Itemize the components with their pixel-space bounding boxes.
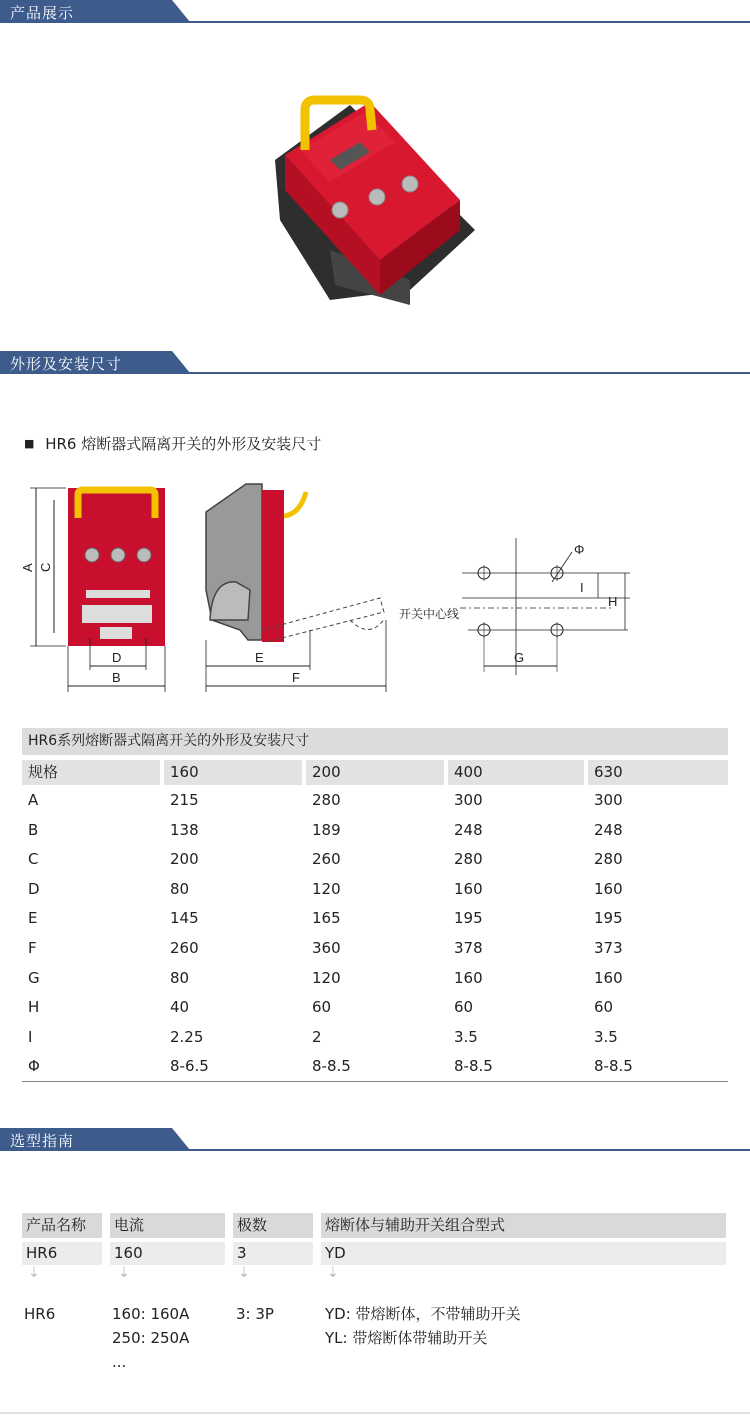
dim-header-cell: 160 xyxy=(164,760,302,785)
dim-table-row xyxy=(22,845,728,874)
dim-cell: 215 xyxy=(170,791,199,809)
dim-cell: 165 xyxy=(312,909,341,928)
dim-cell: 260 xyxy=(170,939,199,957)
dim-cell: 248 xyxy=(454,820,483,839)
dim-table-row xyxy=(22,993,728,1022)
bullet-icon: ■ xyxy=(24,437,35,450)
selection-value-name: HR6 xyxy=(22,1242,102,1265)
dim-header-cell: 200 xyxy=(306,760,444,785)
dim-cell: 160 xyxy=(594,968,623,987)
selection-detail-poles xyxy=(236,1302,274,1326)
dim-cell: 300 xyxy=(454,791,483,809)
dim-cell: 160 xyxy=(594,879,623,898)
section-title: 外形及安装尺寸 xyxy=(10,355,123,373)
dim-cell: 2 xyxy=(312,1027,322,1046)
dim-cell: 280 xyxy=(594,850,623,869)
dim-label-D: D xyxy=(112,650,122,665)
dim-cell: 189 xyxy=(312,820,341,839)
dim-cell: 248 xyxy=(594,820,623,839)
selection-value-poles: 3 xyxy=(233,1242,313,1265)
intro-line xyxy=(24,433,321,454)
dim-header-cell: 630 xyxy=(588,760,728,785)
dim-cell: 195 xyxy=(594,909,623,928)
dim-header-cell: 400 xyxy=(448,760,584,785)
dim-cell: 40 xyxy=(170,998,190,1017)
dim-row-label: H xyxy=(28,998,40,1017)
down-arrow-icon: ⇣ xyxy=(238,1265,250,1281)
selection-detail-name xyxy=(24,1302,55,1326)
dim-cell: 145 xyxy=(170,909,199,928)
down-arrow-icon: ⇣ xyxy=(28,1265,40,1281)
dim-cell: 373 xyxy=(594,939,623,957)
dim-table-row xyxy=(22,1023,728,1052)
dim-cell: 160 xyxy=(454,879,483,898)
dim-table-row xyxy=(22,904,728,933)
dim-row-label: E xyxy=(28,909,38,928)
dim-cell: 8-8.5 xyxy=(594,1057,633,1076)
section-title: 选型指南 xyxy=(10,1132,75,1150)
dim-row-label: D xyxy=(28,879,40,898)
dim-label-F: F xyxy=(292,670,300,685)
dim-table-row xyxy=(22,964,728,993)
dim-table-bottom-rule xyxy=(22,1081,728,1082)
dim-table-row xyxy=(22,875,728,904)
dim-cell: 60 xyxy=(454,998,474,1017)
selection-value-combo: YD xyxy=(321,1242,726,1265)
detail-line: YL: 带熔断体带辅助开关 xyxy=(325,1329,488,1347)
dim-row-label: I xyxy=(28,1027,33,1046)
dim-cell: 8-8.5 xyxy=(312,1057,351,1076)
dim-cell: 8-6.5 xyxy=(170,1057,209,1076)
dim-label-C: C xyxy=(38,562,53,572)
dim-label-B: B xyxy=(112,670,121,685)
dim-label-G: G xyxy=(514,650,525,665)
dim-cell: 60 xyxy=(312,998,332,1017)
detail-line: ... xyxy=(112,1353,127,1371)
dim-cell: 120 xyxy=(312,879,341,898)
dim-cell: 280 xyxy=(454,850,483,869)
dim-label-Phi: Φ xyxy=(574,542,585,557)
detail-line: 160: 160A xyxy=(112,1305,190,1323)
dim-header-cell: 规格 xyxy=(22,760,160,785)
dim-row-label: C xyxy=(28,850,39,869)
dim-cell: 3.5 xyxy=(594,1027,618,1046)
dim-cell: 200 xyxy=(170,850,199,869)
switch-center-line-label: 开关中心线 xyxy=(399,607,460,621)
section-title: 产品展示 xyxy=(10,4,75,22)
dim-row-label: B xyxy=(28,820,39,839)
dim-table-row xyxy=(22,934,728,963)
dim-label-H: H xyxy=(608,594,618,609)
dim-cell: 300 xyxy=(594,791,623,809)
dim-cell: 60 xyxy=(594,998,614,1017)
dim-cell: 2.25 xyxy=(170,1027,204,1046)
section-header-dimensions xyxy=(0,351,750,375)
section-header-product-display xyxy=(0,0,750,24)
selection-header-combo: 熔断体与辅助开关组合型式 xyxy=(321,1213,726,1238)
dim-cell: 280 xyxy=(312,791,341,809)
dim-cell: 160 xyxy=(454,968,483,987)
down-arrow-icon: ⇣ xyxy=(327,1265,339,1281)
detail-line: YD: 带熔断体，不带辅助开关 xyxy=(325,1305,521,1323)
dim-label-I: I xyxy=(580,580,584,595)
dim-cell: 378 xyxy=(454,939,483,957)
dim-cell: 3.5 xyxy=(454,1027,478,1046)
selection-detail-combo xyxy=(325,1302,521,1350)
section-header-selection-guide xyxy=(0,1128,750,1152)
dim-cell: 360 xyxy=(312,939,341,957)
selection-value-current: 160 xyxy=(110,1242,225,1265)
dim-row-label: Φ xyxy=(28,1057,40,1076)
dim-label-A: A xyxy=(20,563,35,572)
dim-cell: 8-8.5 xyxy=(454,1057,493,1076)
intro-text: HR6 熔断器式隔离开关的外形及安装尺寸 xyxy=(45,435,322,453)
dimension-drawing xyxy=(0,470,750,695)
detail-line: 250: 250A xyxy=(112,1329,190,1347)
dim-cell: 80 xyxy=(170,879,190,898)
dim-row-label: A xyxy=(28,791,39,809)
dim-table-row xyxy=(22,1052,728,1081)
detail-line: HR6 xyxy=(24,1305,56,1323)
selection-detail-current xyxy=(112,1302,189,1374)
dim-table-row xyxy=(22,786,728,815)
product-image xyxy=(260,90,490,320)
down-arrow-icon: ⇣ xyxy=(118,1265,130,1281)
dim-table-row xyxy=(22,816,728,845)
bottom-divider xyxy=(0,1412,750,1414)
detail-line: 3: 3P xyxy=(236,1305,274,1323)
dim-label-E: E xyxy=(255,650,264,665)
dim-cell: 260 xyxy=(312,850,341,869)
dim-cell: 120 xyxy=(312,968,341,987)
selection-header-current: 电流 xyxy=(110,1213,225,1238)
dim-cell: 80 xyxy=(170,968,190,987)
selection-header-name: 产品名称 xyxy=(22,1213,102,1238)
selection-header-poles: 极数 xyxy=(233,1213,313,1238)
dim-cell: 138 xyxy=(170,820,199,839)
dim-table-title: HR6系列熔断器式隔离开关的外形及安装尺寸 xyxy=(22,728,728,755)
dim-row-label: G xyxy=(28,968,40,987)
dim-cell: 195 xyxy=(454,909,483,928)
dim-row-label: F xyxy=(28,939,37,957)
